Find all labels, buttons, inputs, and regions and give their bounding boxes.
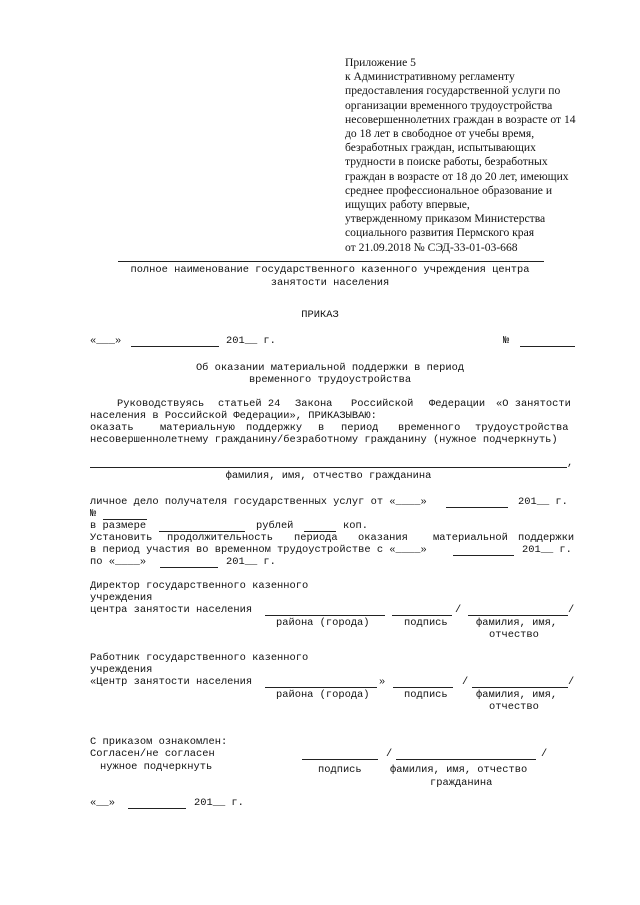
body-text: периода [294,532,338,544]
org-caption-2: занятости населения [270,277,390,289]
file-year: 201__ г. [518,496,568,508]
order-number-sign: № [503,335,510,347]
duration-to-month-line [160,567,218,568]
quote-close: » [379,676,386,688]
appendix-block [345,56,595,255]
body-text: трудоустройства [475,422,569,434]
final-date-year: 201__ г. [194,797,244,809]
slash: / [462,676,469,688]
slash: / [455,604,462,616]
org-name-line [118,261,544,262]
district-caption: района (города) [276,689,370,701]
order-subject: Об оказании материальной поддержки в период [195,362,465,374]
ack-signature-line [302,759,378,760]
signature-caption: подпись [404,617,448,629]
duration-to-year: 201__ г. [226,556,276,568]
duration-from: в период участия во временном трудоустройстве с «____» [90,544,427,556]
district-caption: района (города) [276,617,370,629]
body-text: Российской [351,398,414,410]
appendix-line: трудности в поиске работы, безработных [345,155,548,169]
appendix-line: к Административному регламенту [345,70,515,84]
body-text: «О занятости [496,398,571,410]
appendix-line: социального развития Пермского края [345,226,535,240]
worker-signature-line [393,687,453,688]
slash: / [568,676,575,688]
worker-title-3: «Центр занятости населения [90,676,253,688]
ack-agree: Согласен/не согласен [90,748,215,760]
file-text: личное дело получателя государственных услуг от «____» [90,496,427,508]
duration-from-month-line [453,555,514,556]
body-text: продолжительность [167,532,274,544]
order-date-year: 201__ г. [226,335,276,347]
body-text: материальную [160,422,235,434]
appendix-line: утвержденному приказом Министерства [345,212,546,226]
body-text: Закона [295,398,333,410]
worker-title: Работник государственного казенного [90,652,309,664]
final-date-day: «__» [90,797,115,809]
file-number-sign: № [90,508,97,520]
org-caption: полное наименование государственного казенного учреждения центра [130,264,530,276]
ack-fio-caption: фамилия, имя, отчество [390,764,528,776]
body-text: поддержку [246,422,303,434]
slash: / [386,748,393,760]
body-text: статьей 24 [218,398,281,410]
slash: / [541,748,548,760]
fio-caption-2: отчество [489,701,539,713]
body-text: поддержки [518,532,575,544]
body-text: период [341,422,379,434]
slash: / [568,604,575,616]
body-text: оказания [358,532,408,544]
body-text: Руководствуясь [117,398,205,410]
appendix-line: несовершеннолетних граждан в возрасте от 14 [345,112,576,126]
body-text: в [318,422,325,434]
order-number-line [520,346,575,347]
appendix-line: Приложение 5 [345,56,416,69]
amount-label: в размере [90,520,147,532]
director-district-line [265,615,385,616]
order-date-month-line [131,346,219,347]
duration-from-year: 201__ г. [522,544,572,556]
body-text: временного [398,422,461,434]
appendix-line: предоставления государственной услуги по [345,84,561,98]
order-title: ПРИКАЗ [301,309,339,321]
fio-caption-1: фамилия, имя, [476,689,558,701]
appendix-line: безработных граждан, испытывающих [345,141,536,155]
fio-caption: фамилия, имя, отчество гражданина [225,470,432,482]
appendix-line: граждан в возрасте от 18 до 20 лет, имеющих [345,169,569,183]
director-fio-line [468,615,568,616]
fio-caption-1: фамилия, имя, [476,617,558,629]
worker-district-line [265,687,377,688]
fio-caption-2: отчество [489,629,539,641]
worker-title-2: учреждения [90,664,153,676]
ack-underline-note: нужное подчеркнуть [100,761,213,773]
appendix-line: ищущих работу впервые, [345,198,470,212]
body-text: материальной [433,532,508,544]
amount-kop-label: коп. [343,520,368,532]
final-date-month-line [128,808,186,809]
duration-to: по «____» [90,556,147,568]
ack-signature-caption: подпись [318,764,362,776]
signature-caption: подпись [404,689,448,701]
director-signature-line [392,615,452,616]
fio-line [90,467,567,468]
ack-title: С приказом ознакомлен: [90,736,228,748]
amount-rubles-label: рублей [256,520,294,532]
ack-fio-line [396,759,536,760]
appendix-line: до 18 лет в свободное от учебы время, [345,127,535,141]
appendix-line: среднее профессиональное образование и [345,183,553,197]
body-text: несовершеннолетнему гражданину/безработному гражданину (нужное подчеркнуть) [90,434,558,446]
fio-comma: , [567,457,574,469]
order-subject-2: временного трудоустройства [248,374,412,386]
body-text: Установить [90,532,153,544]
director-title: Директор государственного казенного [90,580,309,592]
body-text: населения в Российской Федерации», ПРИКАЗЫВАЮ: [90,410,377,422]
appendix-line: организации временного трудоустройства [345,98,553,112]
worker-fio-line [472,687,568,688]
file-month-line [446,507,508,508]
ack-fio-caption-2: гражданина [430,777,493,789]
body-text: оказать [90,422,134,434]
director-title-2: учреждения [90,592,153,604]
director-title-3: центра занятости населения [90,604,253,616]
order-date-day: «___» [90,335,122,347]
appendix-line: от 21.09.2018 № СЭД-33-01-03-668 [345,240,518,254]
body-text: Федерации [429,398,486,410]
